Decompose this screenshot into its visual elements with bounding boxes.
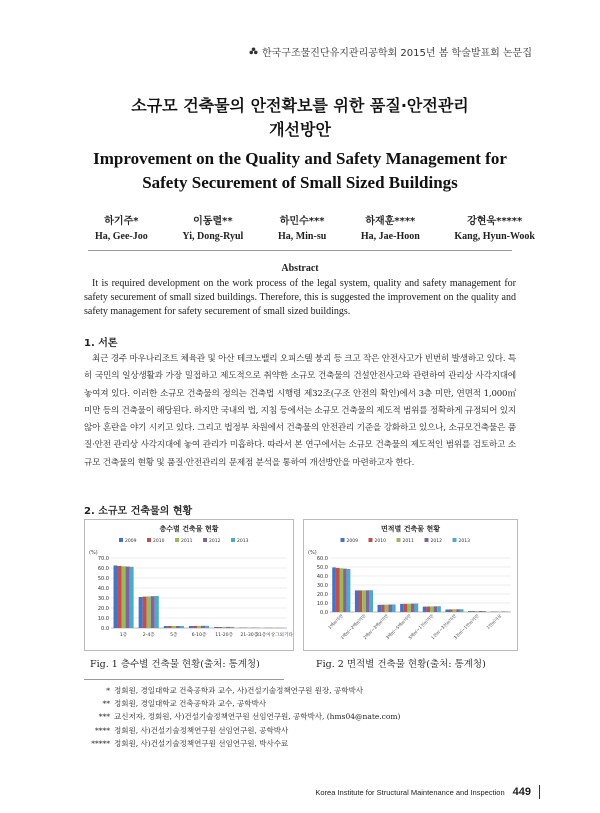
legend-label: 2010: [374, 539, 386, 544]
section-heading-status: 2. 소규모 건축물의 현황: [84, 506, 193, 517]
x-tick-label: 2-4층: [142, 633, 155, 638]
legend-swatch: [341, 538, 345, 542]
author: [278, 212, 326, 242]
bar: [415, 604, 419, 612]
introduction-paragraph: 최근 경주 마우나리조트 체육관 및 아산 테크노밸리 오피스텔 붕괴 등 크고 작은 안전사고가 빈번히 발생하고 있다. 특히 국민의 일상생활과 가장 밀접하고 제도적으로 취약한 소규모 건축물의 건설안전사고와 관련하여 관리상 사각지대에 놓여져 있다. 이러한 소규모 건축물의 정의는 건축법 시행령 제32조(구조 안전의 확인)에서 3층 미만, 연면적 1,000㎡ 미만 등의 건축물이 해당된다. 하지만 국내의 법, 지침 등에서는 소규모 건축물의 제도적 범위를 정확하게 규정되어 있지 않아 혼란을 야기 시키고 있다. 그리고 법정부 차원에서 건축물의 안전관리 기준을 강화하고 있으나, 소규모건축물은 품질·안전 관리상 사각지대에 놓여 관리가 미흡하다. 따라서 본 연구에서는 소규모 건축물의 제도적인 범위를 검토하고 소규모 건축물의 현황 및 품질·안전관리의 문제점 분석을 통하여 개선방안을 마련하고자 한다.: [84, 354, 516, 468]
author: [95, 212, 148, 242]
figure-1-chart: [84, 519, 294, 651]
header-text: 한국구조물진단유지관리공학회 2015년 봄 학술발표회 논문집: [261, 48, 532, 59]
bar: [172, 626, 176, 628]
floor-count-bar-chart: [85, 520, 293, 650]
x-tick-label: 11-20층: [215, 633, 234, 638]
abstract-heading: Abstract: [281, 263, 319, 274]
figure-1-caption: Fig. 1 층수별 건축물 현황(출처: 통계청): [90, 659, 260, 670]
footnote-text: 정회원, 사)건설기술정책연구원 선임연구원, 공학박사: [114, 725, 289, 735]
footnote-mark: **: [102, 699, 110, 709]
x-tick-label: 5백㎡~1천㎡미만: [407, 613, 435, 641]
bar: [400, 604, 404, 612]
bar: [359, 590, 363, 612]
bar: [468, 611, 472, 612]
bar: [155, 596, 159, 628]
legend-label: 2010: [153, 539, 165, 544]
figure-2-caption: Fig. 2 면적별 건축물 현황(출처: 통계청): [316, 659, 486, 670]
bar: [139, 597, 143, 628]
footer-bar: [539, 785, 540, 799]
legend-label: 2012: [430, 539, 442, 544]
bar: [336, 568, 340, 612]
author-name-en: Ha, Gee-Joo: [95, 231, 148, 242]
y-tick-label: 30.0: [97, 595, 109, 602]
footnote-mark: *: [106, 686, 110, 695]
bar: [430, 606, 434, 612]
bar: [114, 566, 118, 629]
x-tick-label: 6-10층: [191, 633, 207, 638]
y-tick-label: 30.0: [316, 582, 328, 589]
bar: [197, 626, 201, 628]
bar: [343, 569, 347, 612]
footnote-text: 정회원, 경일대학교 건축공학과 교수, 사)건설기술정책연구원 원장, 공학박사: [114, 686, 363, 695]
divider: [88, 250, 512, 251]
chart-title: 층수별 건축물 현황: [159, 525, 219, 533]
bar: [147, 596, 151, 628]
y-axis-label: (%): [89, 550, 98, 556]
author: [361, 212, 420, 242]
bar: [404, 604, 408, 612]
bar: [126, 567, 130, 629]
bar: [453, 609, 457, 612]
x-tick-label: 1천㎡~3천㎡미만: [429, 613, 458, 641]
y-tick-label: 50.0: [316, 564, 328, 571]
bar: [423, 607, 427, 612]
bar: [434, 606, 438, 612]
x-tick-label: 21-30층: [240, 633, 259, 638]
author: [454, 212, 535, 242]
footnote-mark: ***: [98, 712, 110, 722]
bar: [426, 607, 430, 612]
bar: [201, 626, 205, 628]
y-tick-label: 10.0: [97, 615, 109, 622]
author-name-ko: 하재훈****: [365, 216, 416, 227]
bar: [392, 604, 396, 612]
bar: [501, 611, 505, 612]
bar: [505, 611, 509, 612]
footnote: [84, 724, 400, 737]
x-tick-label: 3백㎡~5백㎡미만: [384, 613, 412, 641]
footnote-divider: [84, 679, 284, 680]
legend-swatch: [203, 538, 207, 542]
legend-label: 2009: [346, 539, 358, 544]
bar: [255, 628, 259, 629]
bar: [151, 596, 155, 628]
bar: [456, 609, 460, 612]
bar: [445, 609, 449, 612]
footnote-text: 정회원, 경일대학교 건축공학과 교수, 공학박사: [114, 699, 266, 709]
title-english-line: Improvement on the Quality and Safety Management for: [93, 149, 507, 168]
bar: [168, 626, 172, 628]
bar: [385, 605, 389, 612]
bar: [180, 626, 184, 628]
author-name-ko: 강현욱*****: [467, 216, 523, 227]
x-tick-label: 1층: [119, 633, 128, 638]
footnote-mark: *****: [91, 738, 110, 748]
y-tick-label: 20.0: [316, 591, 328, 598]
footnote-mark: ****: [95, 725, 110, 735]
footnote: [84, 737, 400, 750]
footnote: [84, 710, 400, 723]
bar: [118, 566, 122, 628]
running-header: [249, 44, 532, 59]
y-tick-label: 0.0: [320, 609, 328, 616]
bar: [366, 590, 370, 612]
bar: [411, 604, 415, 612]
bar: [437, 606, 441, 612]
footnotes: [84, 684, 400, 750]
author-name-en: Kang, Hyun-Wook: [454, 231, 535, 242]
y-tick-label: 10.0: [316, 600, 328, 607]
bar: [189, 626, 193, 628]
bar: [176, 626, 180, 628]
flower-bullet-icon: [249, 47, 258, 56]
title-english-line: Safety Securement of Small Sized Buildings: [142, 173, 458, 192]
author-list: [95, 212, 535, 242]
y-tick-label: 60.0: [316, 555, 328, 562]
legend-label: 2013: [237, 539, 249, 544]
bar: [340, 568, 344, 612]
x-tick-label: 5층: [170, 633, 178, 638]
footnote-text: 정회원, 사)건설기술정책연구원 선임연구원, 박사수료: [114, 738, 289, 748]
author-name-ko: 하기주*: [104, 216, 139, 227]
legend-swatch: [425, 538, 429, 542]
legend-label: 2009: [125, 539, 137, 544]
title-english: [0, 147, 600, 195]
title-korean-line: 소규모 건축물의 안전확보를 위한 품질·안전관리: [131, 96, 469, 115]
bar: [407, 604, 411, 612]
bar: [130, 567, 134, 628]
bar: [332, 567, 336, 612]
y-tick-label: 50.0: [97, 575, 109, 582]
bar: [388, 605, 392, 612]
bar: [143, 597, 147, 628]
bar: [230, 627, 234, 628]
bar: [381, 605, 385, 612]
legend-swatch: [231, 538, 235, 542]
x-tick-label: 3천㎡~1만㎡미만: [452, 613, 480, 641]
footnote: [84, 684, 400, 697]
y-tick-label: 20.0: [97, 605, 109, 612]
legend-label: 2011: [181, 539, 193, 544]
bar: [482, 611, 486, 612]
author-name-ko: 이동렬**: [193, 216, 233, 227]
legend-swatch: [147, 538, 151, 542]
x-tick-label: 2백㎡~3백㎡미만: [362, 613, 390, 641]
bar: [475, 611, 479, 612]
legend-label: 2011: [402, 539, 414, 544]
bar: [205, 626, 209, 628]
bar: [369, 590, 373, 612]
legend-label: 2013: [458, 539, 470, 544]
chart-title: 면적별 건축물 현황: [381, 525, 440, 533]
page-footer: [315, 785, 540, 799]
y-tick-label: 70.0: [97, 555, 109, 562]
bar: [472, 611, 476, 612]
legend-swatch: [119, 538, 123, 542]
abstract-text: It is required development on the work process of the legal system, quality and safety management for safety securement of small sized buildings. Therefore, this is suggested the improvement on the quality and safety management for safety securement of small sized buildings.: [84, 278, 516, 317]
legend-swatch: [369, 538, 373, 542]
bar: [122, 566, 126, 628]
bar: [218, 627, 222, 628]
legend-swatch: [453, 538, 457, 542]
author-name-ko: 하민수***: [279, 216, 325, 227]
x-tick-label: 31층이상그외기타: [255, 633, 293, 638]
bar: [214, 627, 218, 628]
legend-swatch: [175, 538, 179, 542]
y-tick-label: 40.0: [316, 573, 328, 580]
bar: [378, 605, 382, 612]
bar: [362, 590, 366, 612]
bar: [460, 609, 464, 612]
title-korean: [0, 94, 600, 142]
bar: [164, 626, 168, 628]
author-name-en: Ha, Min-su: [277, 231, 327, 242]
section-heading-introduction: 1. 서론: [84, 338, 118, 349]
floor-area-bar-chart: [304, 520, 517, 650]
bar: [347, 569, 351, 612]
bar: [226, 627, 230, 628]
footnote: [84, 697, 400, 710]
bar: [479, 611, 483, 612]
x-tick-label: 1백㎡~2백㎡미만: [339, 613, 367, 641]
x-tick-label: 1만㎡이상: [485, 613, 503, 631]
bar: [222, 627, 226, 628]
y-tick-label: 60.0: [97, 565, 109, 572]
legend-swatch: [397, 538, 401, 542]
y-axis-label: (%): [308, 550, 317, 556]
bar: [193, 626, 197, 628]
author-name-en: Ha, Jae-Hoon: [360, 231, 420, 242]
title-korean-line: 개선방안: [269, 120, 331, 139]
footer-institute: Korea Institute for Structural Maintenance and Inspection: [315, 787, 505, 797]
figure-2-chart: [303, 519, 518, 651]
bar: [355, 590, 359, 612]
legend-label: 2012: [209, 539, 221, 544]
x-tick-label: 1백㎡미만: [327, 613, 345, 631]
bar: [449, 609, 453, 612]
page-number: 449: [512, 786, 531, 798]
author: [182, 212, 243, 242]
y-tick-label: 40.0: [97, 585, 109, 592]
y-tick-label: 0.0: [101, 625, 109, 632]
footnote-text: 교신저자, 정회원, 사)건설기술정책연구원 선임연구원, 공학박사, (hms04@nate.com): [114, 712, 401, 722]
author-name-en: Yi, Dong-Ryul: [182, 231, 244, 242]
